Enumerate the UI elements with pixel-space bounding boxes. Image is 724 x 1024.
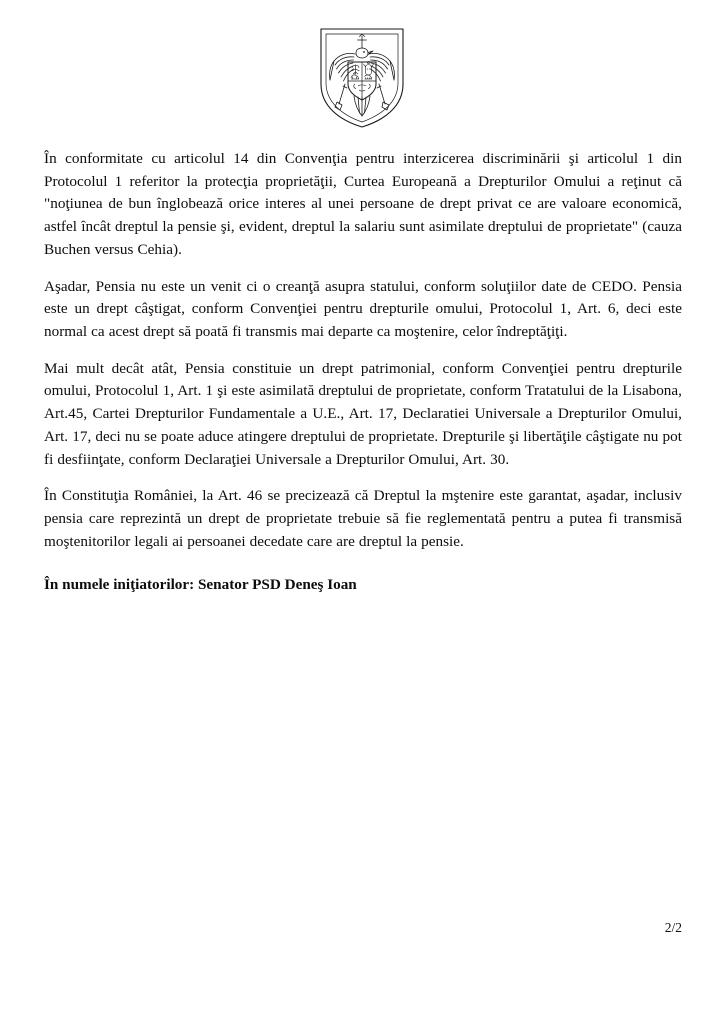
paragraph-1: În conformitate cu articolul 14 din Convenţia pentru interzicerea discriminării şi articolul 1 din Protocolul 1 referitor la protecţia proprietăţii, Curtea Europeană a Drepturilor Omului a reţinut că "noţiunea de bun înglobează orice interes al unei persoane de drept privat ce are valoare economică, astfel încât dreptul la pensie şi, evident, dreptul la salariu sunt asimilate dreptului de proprietate" (cauza Buchen versus Cehia).	[44, 150, 682, 258]
romanian-coat-of-arms-icon	[317, 26, 407, 130]
document-body	[44, 148, 682, 596]
signature-line: În numele iniţiatorilor: Senator PSD Deneş Ioan	[44, 575, 357, 593]
coat-of-arms-header	[0, 26, 724, 130]
paragraph-3: Mai mult decât atât, Pensia constituie un drept patrimonial, conform Convenţiei pentru drepturile omului, Protocolul 1, Art. 1 şi este asimilată dreptului de proprietate, conform Tratatului de la Lisabona, Art.45, Cartei Drepturilor Fundamentale a U.E., Art. 17, Declaratiei Universale a Drepturilor Omului, Art. 17, deci nu se poate aduce atingere dreptului de proprietate. Drepturile şi libertăţile câştigate nu pot fi desfiinţate, conform Declaraţiei Universale a Drepturilor Omului, Art. 30.	[44, 359, 682, 468]
page-number: 2/2	[664, 919, 682, 935]
paragraph-2: Aşadar, Pensia nu este un venit ci o creanţă asupra statului, conform soluţiilor date de CEDO. Pensia este un drept câştigat, conform Convenţiei pentru drepturile omului, Protocolul 1, Art. 6, deci este normal ca acest drept să poată fi transmis mai departe ca moştenire, celor îndreptăţiţi.	[44, 277, 682, 341]
paragraph-4: În Constituţia României, la Art. 46 se precizează că Dreptul la mştenire este garantat, aşadar, inclusiv pensia care reprezintă un drept de proprietate trebuie să fie reglementată pentru a putea fi transmisă moştenitorilor legali ai persoanei decedate care are dreptul la pensie.	[44, 487, 682, 550]
